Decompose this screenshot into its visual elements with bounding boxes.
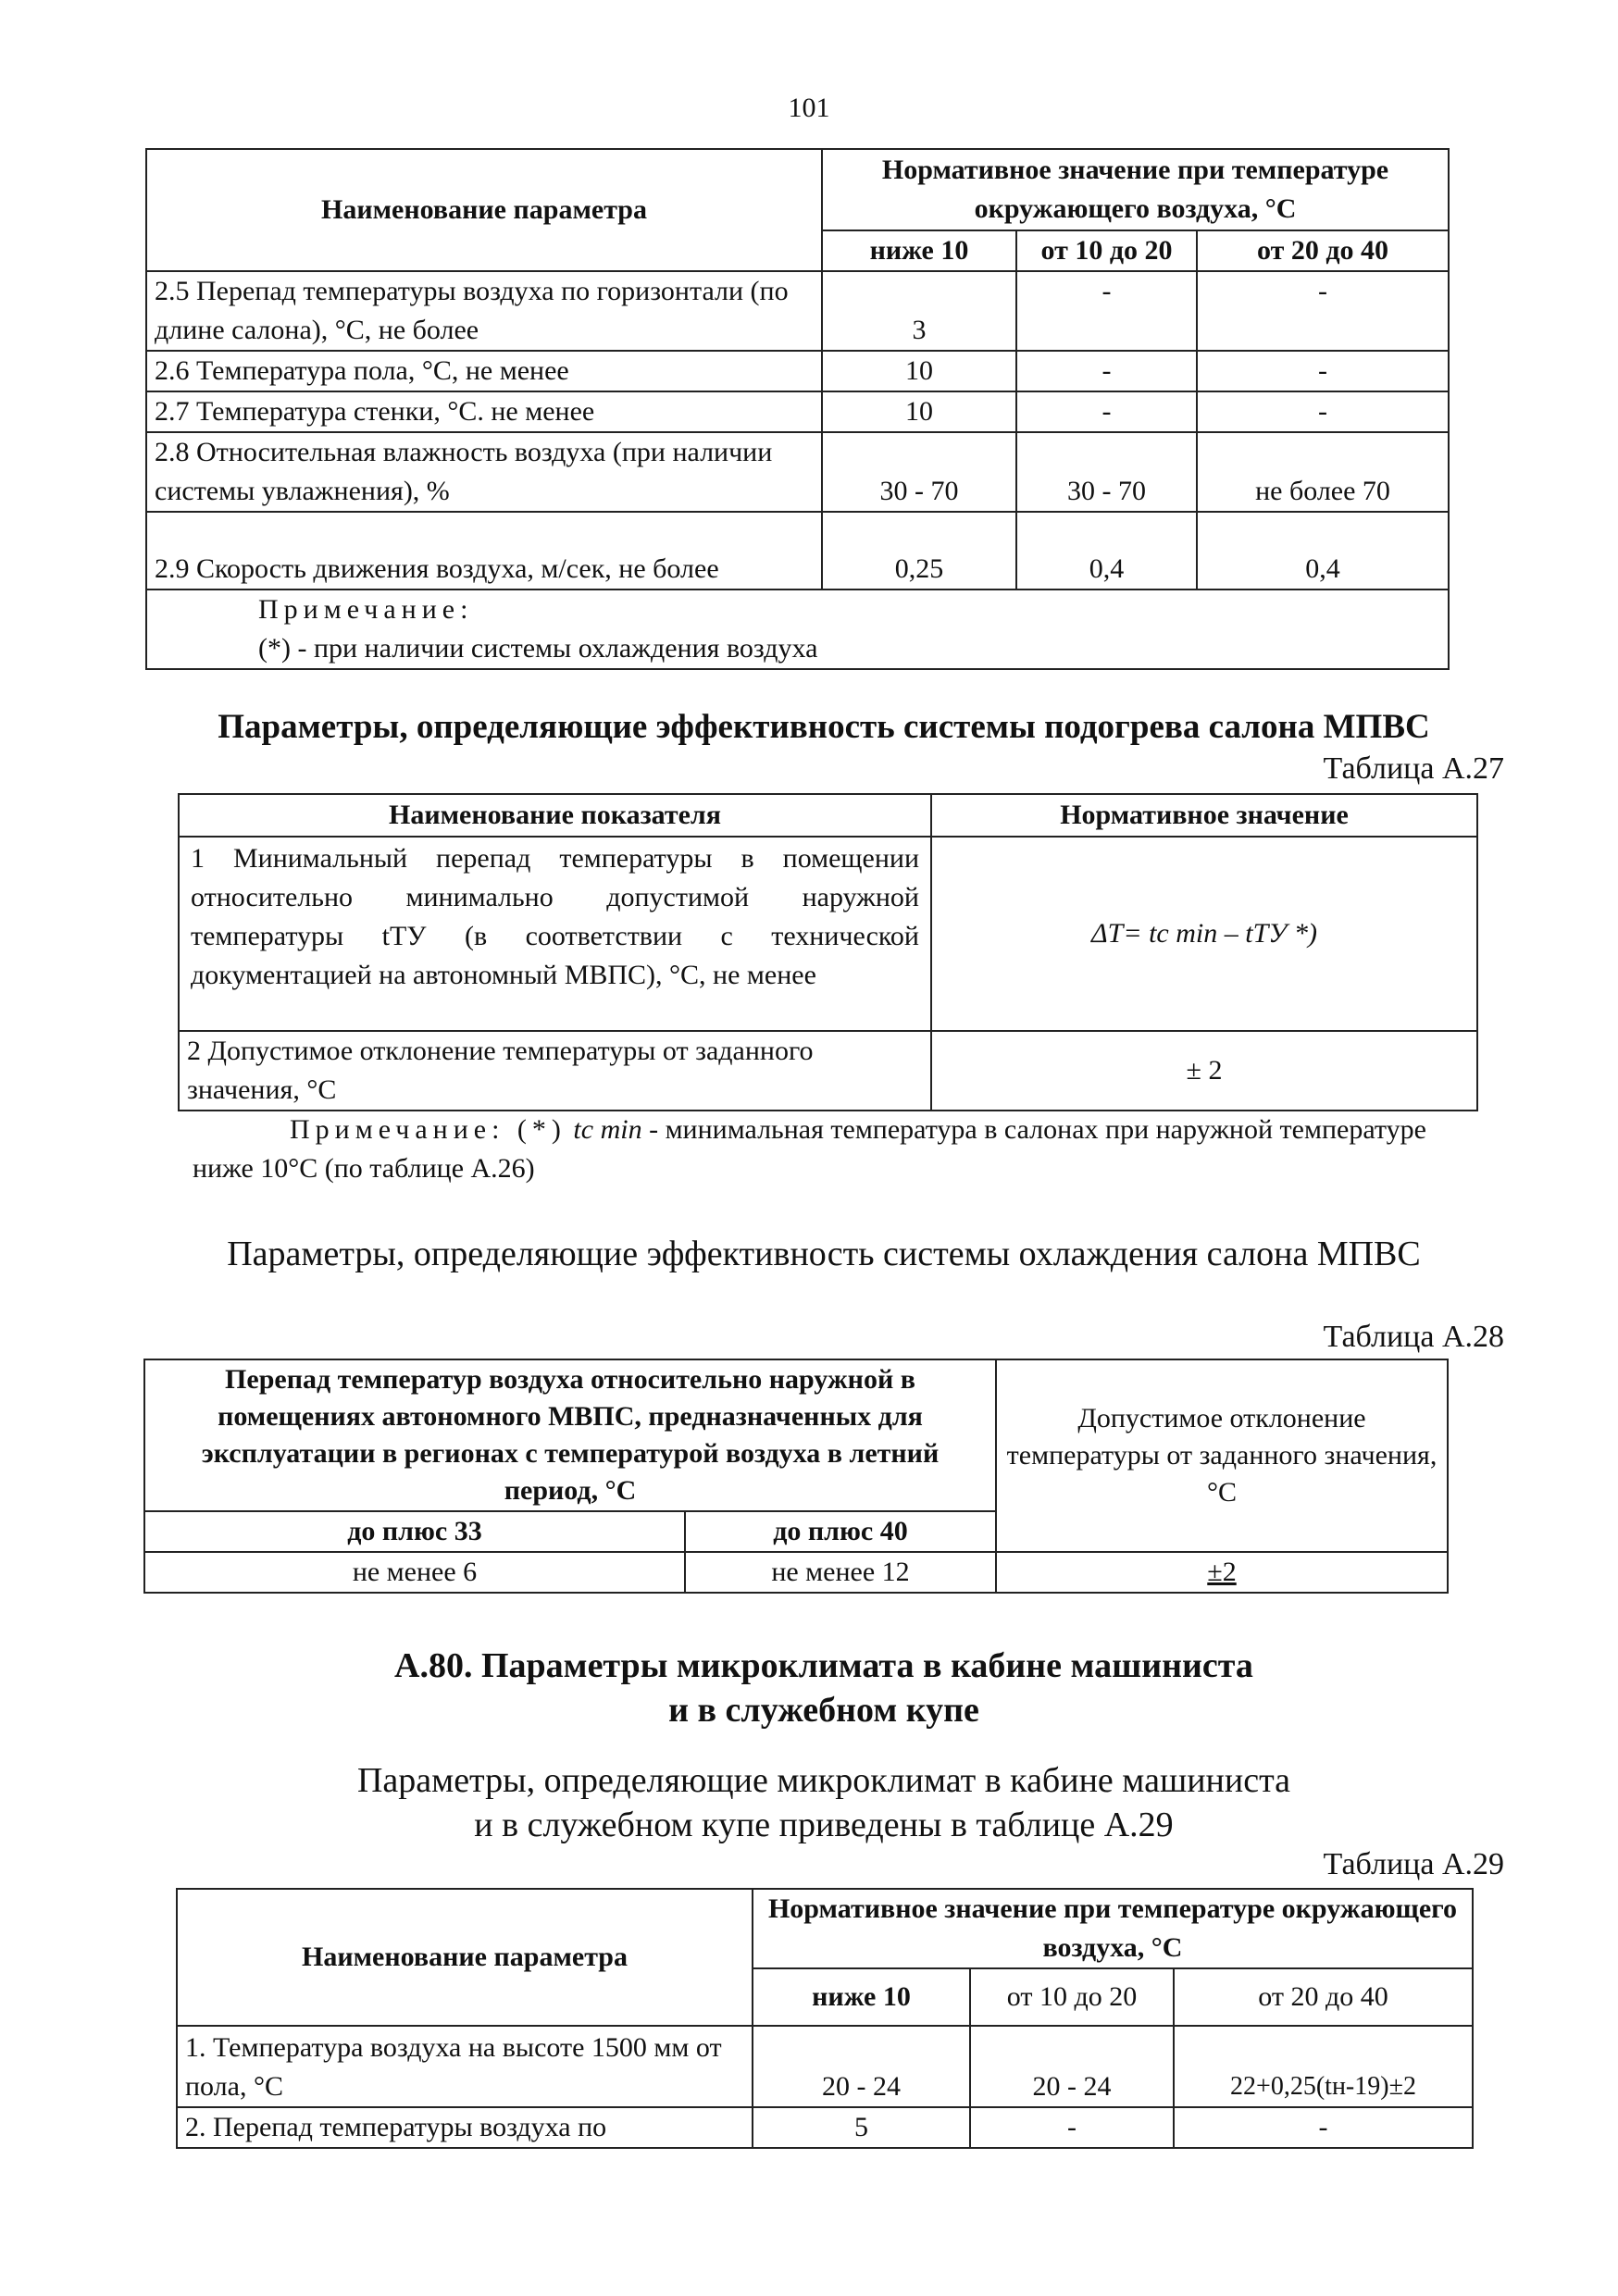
row-value: не менее 6	[144, 1552, 685, 1593]
col-20-40: от 20 до 40	[1197, 230, 1449, 271]
note-text: (*) - при наличии системы охлаждения воздуха	[258, 633, 818, 664]
row-value: -	[970, 2107, 1174, 2148]
heading-line-2: и в служебном купе	[668, 1691, 979, 1730]
header-param: Наименование параметра	[146, 149, 822, 271]
row-value: -	[1197, 271, 1449, 351]
table-row	[177, 2107, 1473, 2148]
table-row	[146, 391, 1449, 432]
note-label: Примечание: (*)	[290, 1114, 566, 1145]
header-norm: Нормативное значение при температуре окружающего воздуха, °С	[753, 1889, 1473, 1968]
row-value: ΔT= tc min – tТУ *)	[931, 837, 1477, 1031]
header-param: Наименование показателя	[179, 794, 931, 837]
col-10-20: от 10 до 20	[1016, 230, 1197, 271]
row-value: 10	[822, 351, 1016, 391]
table-a28	[143, 1359, 1449, 1594]
col-below-10: ниже 10	[753, 1968, 970, 2026]
intro-line-2: и в служебном купе приведены в таблице А.29	[474, 1806, 1174, 1844]
row-name: 2. Перепад температуры воздуха по	[177, 2107, 753, 2148]
sub-col-40: до плюс 40	[685, 1511, 996, 1552]
row-name: 2.9 Скорость движения воздуха, м/сек, не более	[146, 512, 822, 590]
row-value: 30 - 70	[1016, 432, 1197, 512]
row-value: 20 - 24	[970, 2026, 1174, 2107]
row-name: 2.5 Перепад температуры воздуха по горизонтали (по длине салона), °С, не более	[146, 271, 822, 351]
table-row	[146, 512, 1449, 590]
table-a27-label: Таблица А.27	[1323, 751, 1504, 786]
row-name: 2.6 Температура пола, °С, не менее	[146, 351, 822, 391]
table-a26-continuation	[145, 148, 1450, 670]
header-norm: Нормативное значение при температуре окружающего воздуха, °С	[822, 149, 1449, 230]
row-value: 20 - 24	[753, 2026, 970, 2107]
col-20-40: от 20 до 40	[1174, 1968, 1473, 2026]
table-row	[179, 837, 1477, 1031]
col-below-10: ниже 10	[822, 230, 1016, 271]
table-row	[177, 2026, 1473, 2107]
table-row	[146, 271, 1449, 351]
row-value: не менее 12	[685, 1552, 996, 1593]
row-value: 3	[822, 271, 1016, 351]
table-note	[146, 590, 1449, 669]
table-note-row	[146, 590, 1449, 669]
row-value: 5	[753, 2107, 970, 2148]
table-row	[146, 432, 1449, 512]
row-name: 2 Допустимое отклонение температуры от заданного значения, °С	[179, 1031, 931, 1111]
row-value: ±2	[996, 1552, 1448, 1593]
section-heating-title: Параметры, определяющие эффективность системы подогрева салона МПВС	[218, 708, 1430, 746]
header-deviation: Допустимое отклонение температуры от заданного значения, °С	[996, 1359, 1448, 1552]
row-value: 30 - 70	[822, 432, 1016, 512]
col-10-20: от 10 до 20	[970, 1968, 1174, 2026]
row-value: 22+0,25(tн-19)±2	[1174, 2026, 1473, 2107]
table-a27	[178, 793, 1478, 1111]
table-row	[146, 351, 1449, 391]
table-a29	[176, 1888, 1474, 2149]
sub-col-33: до плюс 33	[144, 1511, 685, 1552]
section-a80-intro	[167, 1758, 1481, 1847]
intro-line-1: Параметры, определяющие микроклимат в кабине машиниста	[356, 1761, 1291, 1800]
note-variable: tc min	[573, 1114, 642, 1145]
section-cooling-title: Параметры, определяющие эффективность системы охлаждения салона МПВС	[227, 1235, 1421, 1273]
row-value: -	[1174, 2107, 1473, 2148]
row-value: -	[1016, 391, 1197, 432]
header-param: Наименование параметра	[177, 1889, 753, 2026]
page-number: 101	[788, 93, 830, 123]
row-value: ± 2	[931, 1031, 1477, 1111]
row-value: -	[1197, 391, 1449, 432]
note-title: Примечание:	[258, 594, 474, 625]
row-name: 1. Температура воздуха на высоте 1500 мм от пола, °С	[177, 2026, 753, 2107]
row-value: 0,25	[822, 512, 1016, 590]
row-value: -	[1016, 351, 1197, 391]
heading-line-1: А.80. Параметры микроклимата в кабине машиниста	[394, 1646, 1253, 1685]
row-name: 1 Минимальный перепад температуры в помещении относительно минимально допустимой наружной температуры tТУ (в соответствии с технической документацией на автономный МВПС), °С, не менее	[179, 837, 931, 1031]
row-name: 2.7 Температура стенки, °С. не менее	[146, 391, 822, 432]
note-text: - минимальная температура в салонах при наружной температуре ниже 10°С (по таблице А.26)	[193, 1114, 1426, 1184]
row-value: 0,4	[1016, 512, 1197, 590]
header-main: Перепад температур воздуха относительно наружной в помещениях автономного МВПС, предназначенных для эксплуатации в регионах с температурой воздуха в летний период, °С	[144, 1359, 996, 1511]
section-a80-heading	[167, 1644, 1481, 1732]
table-a29-label: Таблица А.29	[1323, 1847, 1504, 1881]
row-value: -	[1016, 271, 1197, 351]
row-value: -	[1197, 351, 1449, 391]
row-value: 10	[822, 391, 1016, 432]
row-value: 0,4	[1197, 512, 1449, 590]
table-a28-label: Таблица А.28	[1323, 1320, 1504, 1354]
table-row	[179, 1031, 1477, 1111]
row-name: 2.8 Относительная влажность воздуха (при наличии системы увлажнения), %	[146, 432, 822, 512]
table-row	[144, 1552, 1448, 1593]
header-norm: Нормативное значение	[931, 794, 1477, 837]
heating-note	[193, 1111, 1461, 1188]
row-value: не более 70	[1197, 432, 1449, 512]
